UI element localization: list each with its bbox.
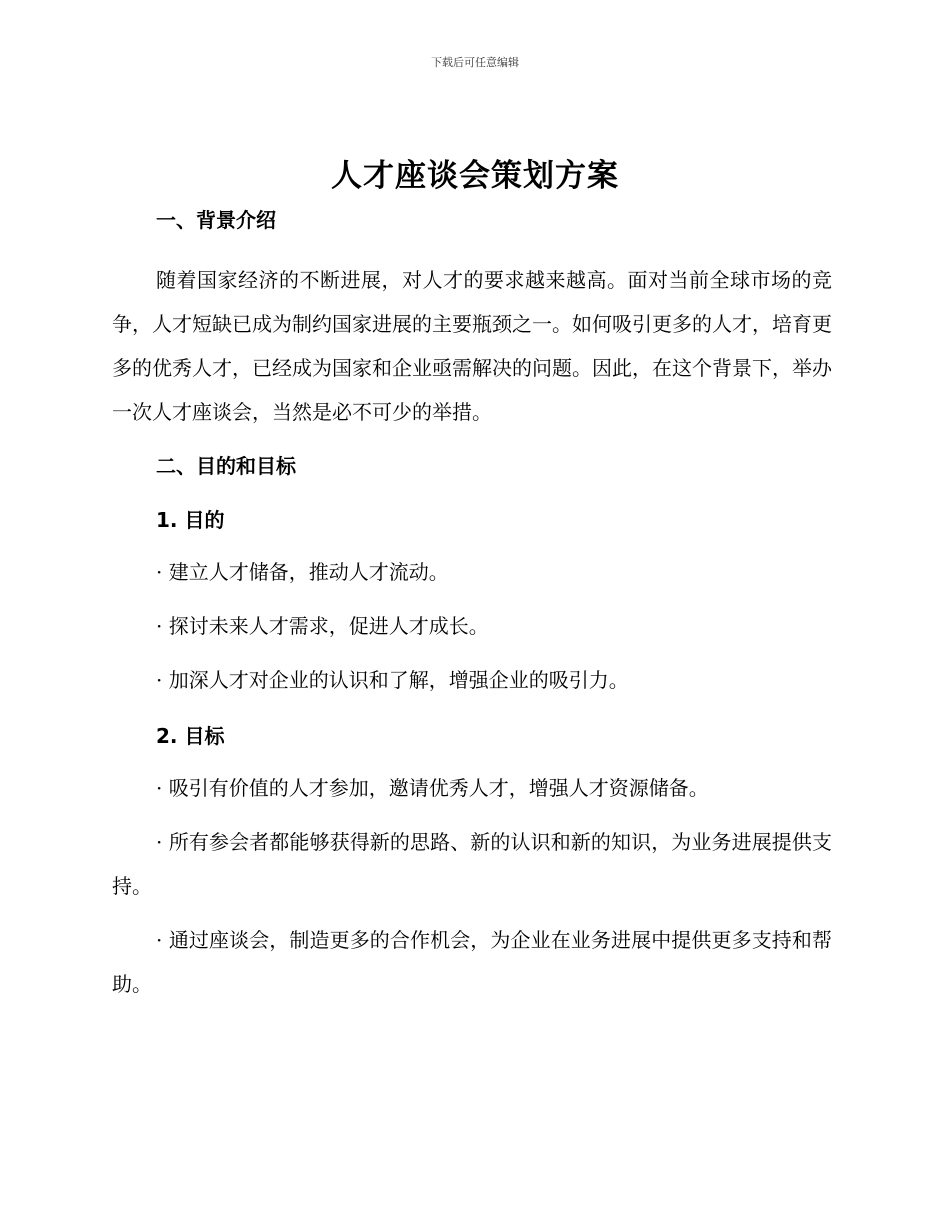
list-item: · 吸引有价值的人才参加，邀请优秀人才，增强人才资源储备。 bbox=[156, 776, 709, 800]
background-paragraph: 随着国家经济的不断进展，对人才的要求越来越高。面对当前全球市场的竞争，人才短缺已成为制约国家进展的主要瓶颈之一。如何吸引更多的人才，培育更多的优秀人才，已经成为国家和企业亟需解决的问题。因此，在这个背景下，举办一次人才座谈会，当然是必不可少的举措。 bbox=[112, 268, 832, 424]
list-item: · 建立人才储备，推动人才流动。 bbox=[156, 560, 449, 584]
purpose-list bbox=[112, 550, 832, 702]
objectives-list bbox=[112, 766, 832, 1006]
document-title: 人才座谈会策划方案 bbox=[331, 158, 619, 194]
section-heading-goals: 二、目的和目标 bbox=[156, 454, 296, 478]
section-heading-background: 一、背景介绍 bbox=[156, 208, 276, 232]
list-item: · 所有参会者都能够获得新的思路、新的认识和新的知识，为业务进展提供支持。 bbox=[112, 830, 832, 898]
list-item: · 加深人才对企业的认识和了解，增强企业的吸引力。 bbox=[156, 668, 629, 692]
document-body bbox=[112, 200, 832, 1006]
list-item: · 通过座谈会，制造更多的合作机会，为企业在业务进展中提供更多支持和帮助。 bbox=[112, 928, 832, 996]
subheading-purpose: 1. 目的 bbox=[156, 508, 225, 532]
list-item: · 探讨未来人才需求，促进人才成长。 bbox=[156, 614, 489, 638]
header-note: 下载后可任意编辑 bbox=[431, 56, 519, 69]
subheading-objectives: 2. 目标 bbox=[156, 724, 225, 748]
